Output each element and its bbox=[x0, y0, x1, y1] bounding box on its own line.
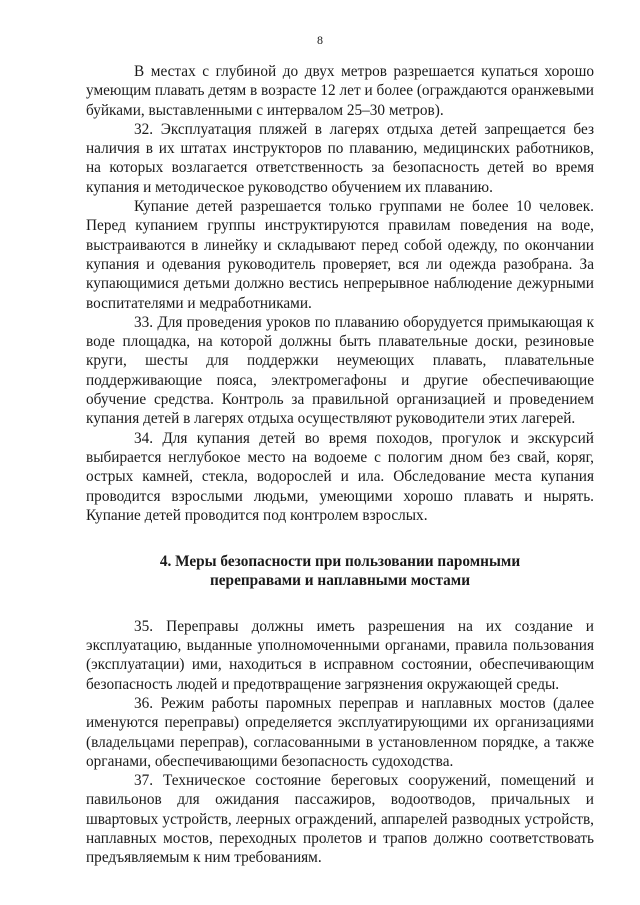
paragraph-37: 37. Техническое состояние береговых сооружений, помещений и павильонов для ожидания пассажиров, водоотводов, причальных и швартовых устройств, леерных ограждений, аппарелей разводных устройств, наплавных мостов, переходных пролетов и трапов должно соответствовать предъявляемым к ним требованиям. bbox=[86, 772, 594, 867]
paragraph-35: 35. Переправы должны иметь разрешения на их создание и эксплуатацию, выданные уполномоченными органами, правила пользования (эксплуатации) ими, находиться в исправном состоянии, обеспечивающим безопасность людей и предотвращение загрязнения окружающей среды. bbox=[86, 617, 594, 693]
paragraph-36: 36. Режим работы паромных переправ и наплавных мостов (далее именуются переправы) определяется эксплуатирующими их организациями (владельцами переправ), согласованными в установленном порядке, а также органами, обеспечивающими безопасность судоходства. bbox=[86, 694, 594, 770]
body-text bbox=[86, 62, 594, 868]
paragraph-33: 33. Для проведения уроков по плаванию оборудуется примыкающая к воде площадка, на которой должны быть плавательные доски, резиновые круги, шесты для поддержки неумеющих плавать, плавательные поддерживающие пояса, электромегафоны и другие обеспечивающие обучение средства. Контроль за правильной организацией и проведением купания детей в лагерях отдыха осуществляют руководители этих лагерей. bbox=[86, 313, 594, 428]
section-heading bbox=[86, 552, 594, 591]
section-heading-line-2: переправами и наплавными мостами bbox=[209, 572, 471, 590]
paragraph-32: 32. Эксплуатация пляжей в лагерях отдыха детей запрещается без наличия в их штатах инструкторов по плаванию, медицинских работников, на которых возлагается ответственность за безопасность детей во время купания и методическое руководство обучением их плаванию. bbox=[86, 120, 594, 196]
paragraph-group-swimming: Купание детей разрешается только группами не более 10 человек. Перед купанием группы инструктируются правилам поведения на воде, выстраиваются в линейку и складывают перед собой одежду, по окончании купания и одевания руководитель проверяет, вся ли одежда разобрана. За купающимися детьми должно вестись непрерывное наблюдение дежурными воспитателями и медработниками. bbox=[86, 198, 594, 312]
section-heading-line-1: 4. Меры безопасности при пользовании паромными bbox=[159, 553, 521, 571]
paragraph-34: 34. Для купания детей во время походов, прогулок и экскурсий выбирается неглубокое место на водоеме с пологим дном без свай, коряг, острых камней, стекла, водорослей и ила. Обследование места купания проводится взрослыми людьми, умеющими хорошо плавать и нырять. Купание детей проводится под контролем взрослых. bbox=[86, 429, 594, 524]
paragraph-depth-rule: В местах с глубиной до двух метров разрешается купаться хорошо умеющим плавать детям в возрасте 12 лет и более (ограждаются оранжевыми буйками, выставленными с интервалом 25–30 метров). bbox=[86, 63, 594, 119]
page-number: 8 bbox=[317, 33, 323, 47]
